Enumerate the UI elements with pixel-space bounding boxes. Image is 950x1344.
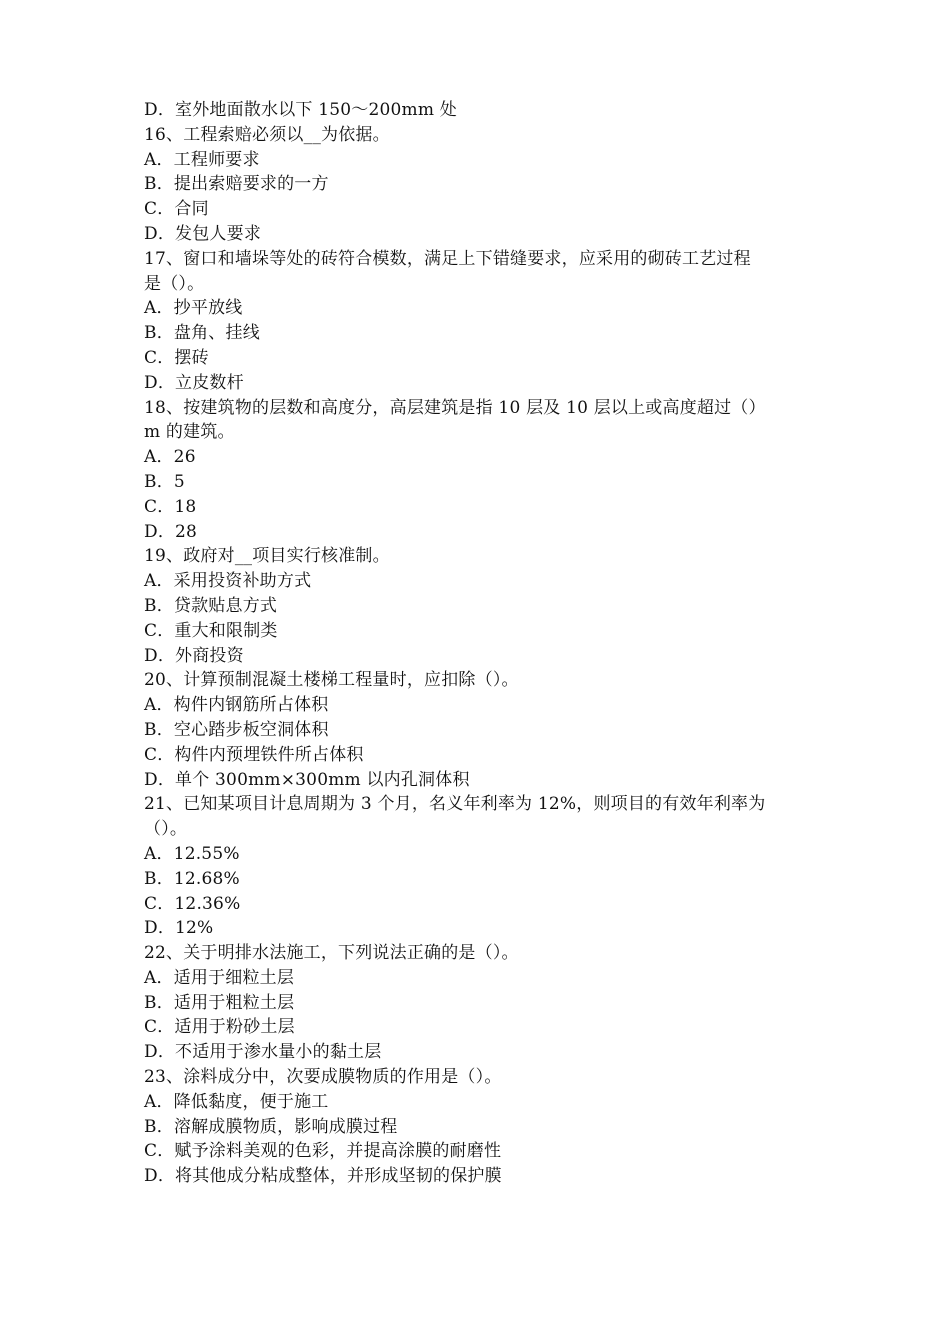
option-line: C．18	[144, 496, 197, 517]
option-line: A．构件内钢筋所占体积	[144, 695, 329, 716]
option-line: A．工程师要求	[144, 149, 260, 170]
question-23: 23、涂料成分中，次要成膜物质的作用是（）。	[144, 1067, 502, 1088]
option-line: C．摆砖	[144, 347, 209, 368]
document-body	[144, 98, 812, 1189]
option-line: C．合同	[144, 199, 209, 220]
option-line: B．溶解成膜物质，影响成膜过程	[144, 1116, 398, 1137]
option-line: A．采用投资补助方式	[144, 571, 312, 592]
option-line: D．12%	[144, 918, 214, 939]
option-line: C．构件内预埋铁件所占体积	[144, 744, 364, 765]
question-16: 16、工程索赔必须以__为依据。	[144, 124, 390, 145]
option-line: C．适用于粉砂土层	[144, 1017, 295, 1038]
option-line: D．单个 300mm×300mm 以内孔洞体积	[144, 769, 470, 790]
option-line: D．发包人要求	[144, 223, 262, 244]
option-line: D．不适用于渗水量小的黏土层	[144, 1042, 382, 1063]
option-line: B．盘角、挂线	[144, 323, 260, 344]
text-line: D．室外地面散水以下 150～200mm 处	[144, 100, 457, 120]
option-line: A．抄平放线	[144, 298, 243, 319]
option-line: D．将其他成分粘成整体，并形成坚韧的保护膜	[144, 1166, 502, 1187]
option-line: C．重大和限制类	[144, 620, 278, 641]
option-line: B．贷款贴息方式	[144, 595, 278, 616]
option-line: A．26	[144, 447, 196, 468]
question-19: 19、政府对__项目实行核准制。	[144, 546, 390, 567]
option-line: B．空心踏步板空洞体积	[144, 719, 329, 740]
question-22: 22、关于明排水法施工，下列说法正确的是（）。	[144, 943, 519, 964]
question-21: 21、已知某项目计息周期为 3 个月，名义年利率为 12%，则项目的有效年利率为	[144, 794, 766, 815]
question-21-continued: （）。	[144, 819, 188, 840]
question-20: 20、计算预制混凝土楼梯工程量时，应扣除（）。	[144, 670, 519, 691]
option-line: A．适用于细粒土层	[144, 967, 295, 988]
question-17-continued: 是（）。	[144, 273, 205, 294]
question-18: 18、按建筑物的层数和高度分，高层建筑是指 10 层及 10 层以上或高度超过（）	[144, 397, 766, 418]
option-line: A．12.55%	[144, 843, 240, 864]
option-line: B．5	[144, 471, 185, 492]
option-line: B．提出索赔要求的一方	[144, 174, 329, 195]
option-line: D．外商投资	[144, 645, 244, 666]
question-17: 17、窗口和墙垛等处的砖符合模数，满足上下错缝要求，应采用的砌砖工艺过程	[144, 248, 751, 269]
option-line: C．12.36%	[144, 893, 241, 914]
option-line: A．降低黏度，便于施工	[144, 1091, 329, 1112]
option-line: B．适用于粗粒土层	[144, 992, 295, 1013]
option-line: D．立皮数杆	[144, 372, 244, 393]
option-line: B．12.68%	[144, 868, 240, 889]
option-line: C．赋予涂料美观的色彩，并提高涂膜的耐磨性	[144, 1141, 502, 1162]
option-line: D．28	[144, 521, 198, 542]
question-18-continued: m 的建筑。	[144, 422, 235, 443]
